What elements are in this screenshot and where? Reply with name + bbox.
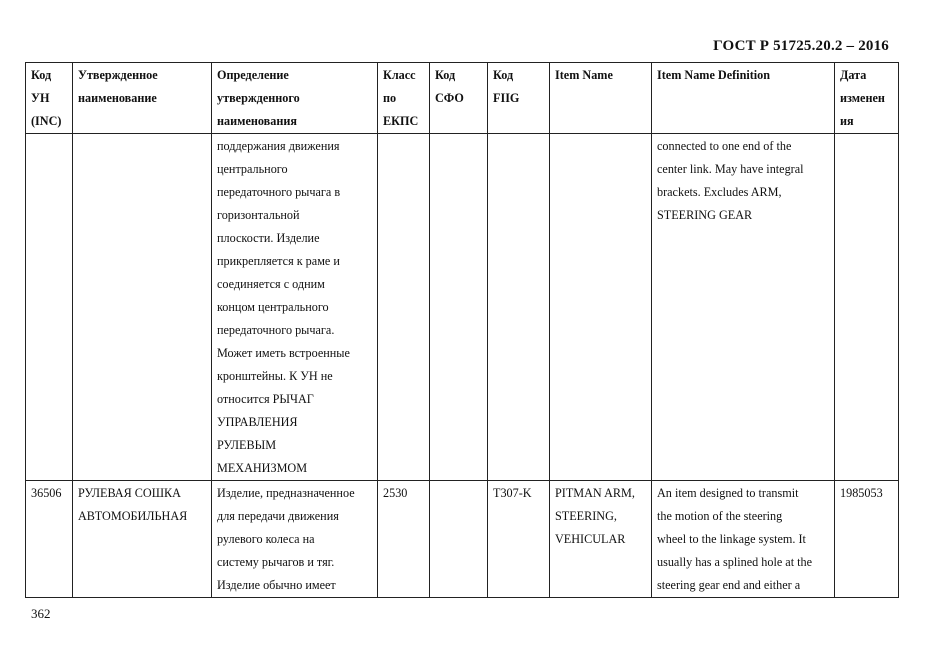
cell-class <box>378 134 430 481</box>
cell-inc: 36506 <box>26 481 73 598</box>
cell-definition: поддержания движения центрального передаточного рычага в горизонтальной плоскости. Изделие прикрепляется к раме и соединяется с одним концом центрального передаточного рычага. Может иметь встроенные кронштейны. К УН не относится РЫЧАГ УПРАВЛЕНИЯ РУЛЕВЫМ МЕХАНИЗМОМ <box>212 134 378 481</box>
items-table <box>25 62 899 598</box>
col-header-inc: Код УН (INC) <box>26 63 73 134</box>
cell-approved-name: РУЛЕВАЯ СОШКА АВТОМОБИЛЬНАЯ <box>73 481 212 598</box>
col-header-fiig: Код FIIG <box>488 63 550 134</box>
table-row <box>26 134 899 481</box>
col-header-date: Дата изменен ия <box>835 63 899 134</box>
col-header-item-name: Item Name <box>550 63 652 134</box>
cell-item-definition: connected to one end of the center link. May have integral brackets. Excludes ARM, STEERING GEAR <box>652 134 835 481</box>
cell-fiig: T307-K <box>488 481 550 598</box>
cell-definition: Изделие, предназначенное для передачи движения рулевого колеса на систему рычагов и тяг. Изделие обычно имеет <box>212 481 378 598</box>
col-header-sfo: Код СФО <box>430 63 488 134</box>
cell-item-name: PITMAN ARM, STEERING, VEHICULAR <box>550 481 652 598</box>
cell-fiig <box>488 134 550 481</box>
cell-sfo <box>430 481 488 598</box>
cell-item-name <box>550 134 652 481</box>
page-number: 362 <box>31 606 51 621</box>
col-header-approved-name: Утвержденное наименование <box>73 63 212 134</box>
col-header-class: Класс по ЕКПС <box>378 63 430 134</box>
col-header-definition: Определение утвержденного наименования <box>212 63 378 134</box>
table-row <box>26 481 899 598</box>
cell-inc <box>26 134 73 481</box>
col-header-item-definition: Item Name Definition <box>652 63 835 134</box>
cell-item-definition: An item designed to transmit the motion of the steering wheel to the linkage system. It usually has a splined hole at the steering gear end and either a <box>652 481 835 598</box>
table-header-row <box>26 63 899 134</box>
cell-sfo <box>430 134 488 481</box>
cell-date: 1985053 <box>835 481 899 598</box>
cell-class: 2530 <box>378 481 430 598</box>
standard-number: ГОСТ Р 51725.20.2 – 2016 <box>713 38 889 54</box>
cell-date <box>835 134 899 481</box>
cell-approved-name <box>73 134 212 481</box>
